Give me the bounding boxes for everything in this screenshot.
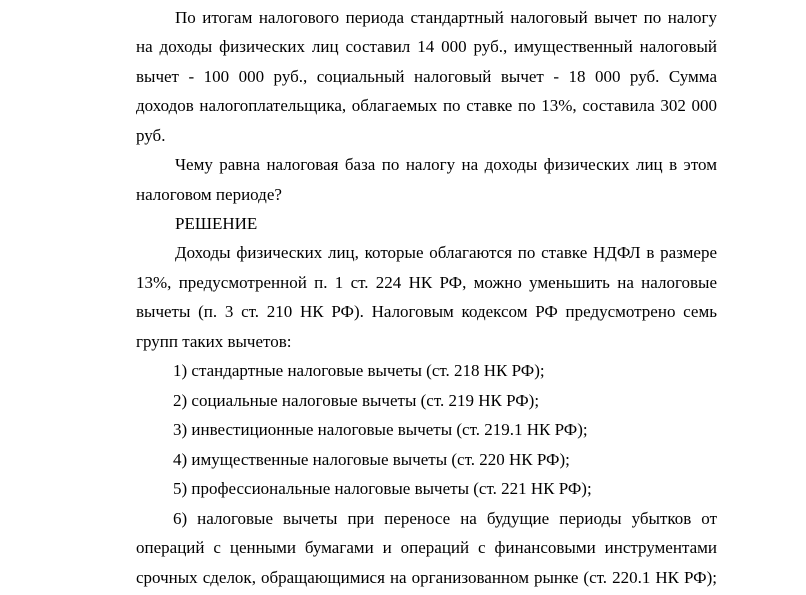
- list-item-2: 2) социальные налоговые вычеты (ст. 219 НК РФ);: [173, 391, 540, 410]
- solution-intro-line-4: групп таких вычетов:: [136, 332, 292, 351]
- problem-line-5: руб.: [136, 126, 166, 145]
- list-item-4: 4) имущественные налоговые вычеты (ст. 220 НК РФ);: [173, 450, 570, 469]
- problem-line-3: вычет - 100 000 руб., социальный налоговый вычет - 18 000 руб. Сумма: [136, 67, 717, 86]
- solution-heading: РЕШЕНИЕ: [175, 214, 258, 233]
- problem-line-4: доходов налогоплательщика, облагаемых по ставке по 13%, составила 302 000: [136, 96, 717, 115]
- question-line-1: Чему равна налоговая база по налогу на доходы физических лиц в этом: [175, 155, 717, 174]
- solution-intro-line-3: вычеты (п. 3 ст. 210 НК РФ). Налоговым кодексом РФ предусмотрено семь: [136, 302, 717, 321]
- problem-line-2: на доходы физических лиц составил 14 000 руб., имущественный налоговый: [136, 37, 717, 56]
- solution-intro-line-1: Доходы физических лиц, которые облагаются по ставке НДФЛ в размере: [175, 243, 717, 262]
- list-item-1: 1) стандартные налоговые вычеты (ст. 218 НК РФ);: [173, 361, 545, 380]
- list-item-5: 5) профессиональные налоговые вычеты (ст. 221 НК РФ);: [173, 479, 592, 498]
- list-item-6-line-2: операций с ценными бумагами и операций с финансовыми инструментами: [136, 538, 717, 557]
- question-line-2: налоговом периоде?: [136, 185, 282, 204]
- list-item-3: 3) инвестиционные налоговые вычеты (ст. 219.1 НК РФ);: [173, 420, 588, 439]
- problem-line-1: По итогам налогового периода стандартный налоговый вычет по налогу: [175, 8, 717, 27]
- list-item-6-line-3: срочных сделок, обращающимися на организованном рынке (ст. 220.1 НК РФ);: [136, 568, 717, 587]
- list-item-6-line-1: 6) налоговые вычеты при переносе на будущие периоды убытков от: [173, 509, 717, 528]
- solution-intro-line-2: 13%, предусмотренной п. 1 ст. 224 НК РФ, можно уменьшить на налоговые: [136, 273, 717, 292]
